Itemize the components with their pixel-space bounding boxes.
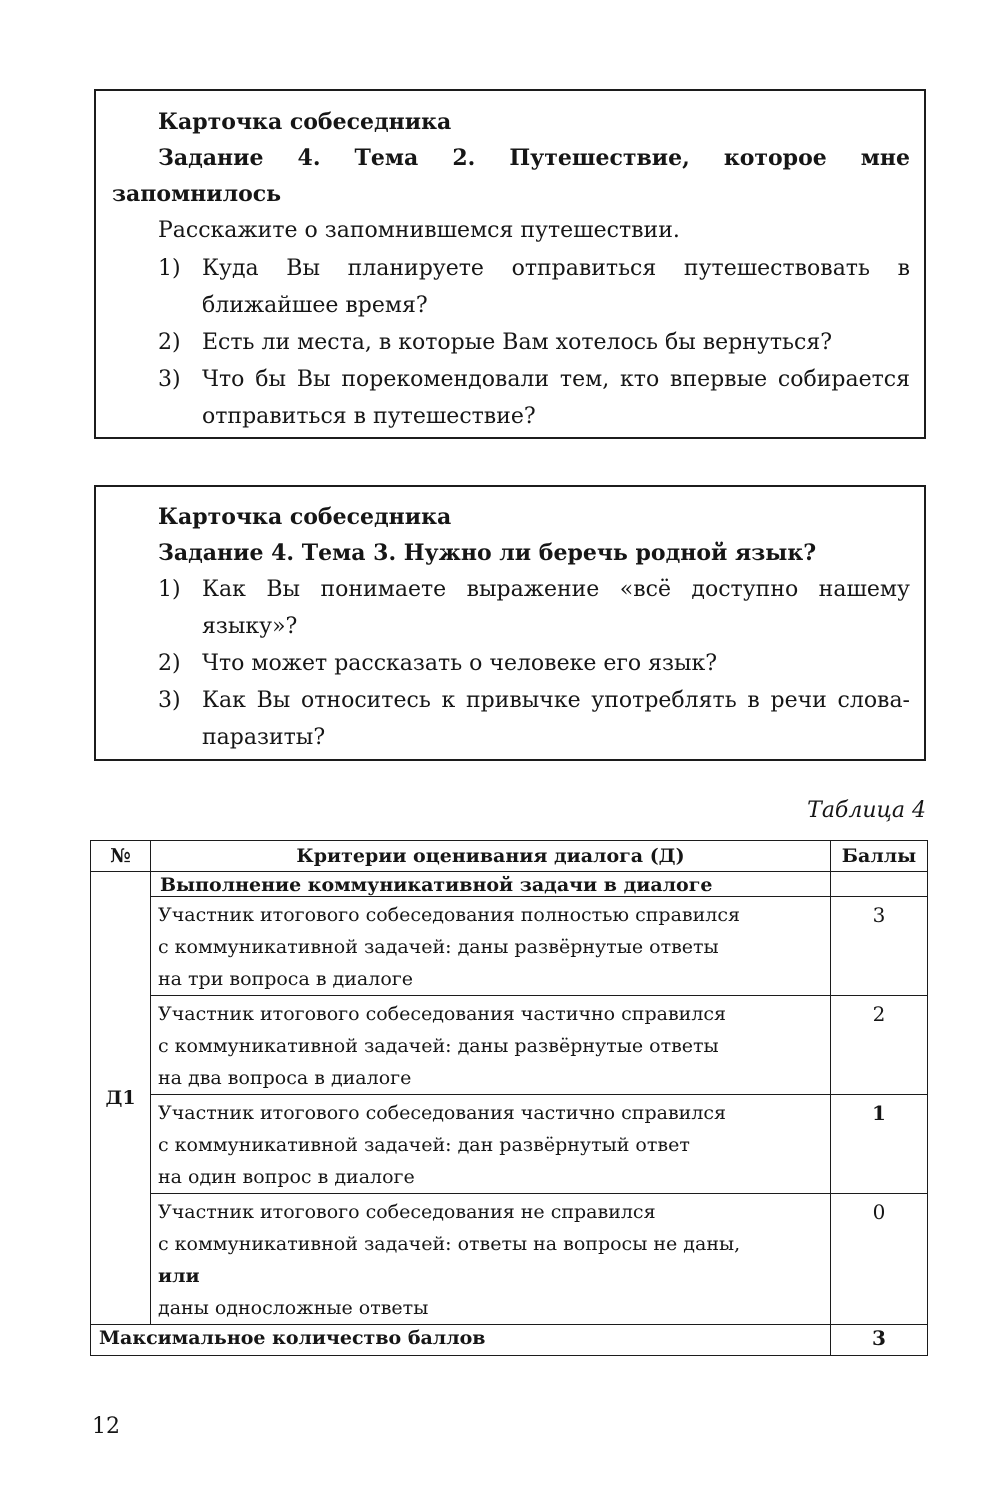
question-item bbox=[158, 571, 910, 645]
criterion-line: на один вопрос в диалоге bbox=[158, 1166, 415, 1188]
criterion-line: с коммуникативной задачей: ответы на вопросы не даны, bbox=[158, 1233, 741, 1255]
criteria-table bbox=[90, 840, 928, 1356]
criterion-line: даны односложные ответы bbox=[158, 1297, 429, 1319]
table-row bbox=[91, 1095, 928, 1194]
table-row bbox=[91, 897, 928, 996]
total-row bbox=[91, 1325, 928, 1356]
page-number: 12 bbox=[92, 1414, 120, 1439]
criterion-description bbox=[151, 897, 831, 996]
question-text: Что бы Вы порекомендовали тем, кто впервые собирается отправиться в путешествие? bbox=[202, 367, 910, 429]
criterion-line: Участник итогового собеседования частично справился bbox=[158, 1102, 727, 1124]
question-text: Что может рассказать о человеке его язык? bbox=[202, 651, 718, 676]
criterion-line: с коммуникативной задачей: даны развёрнутые ответы bbox=[158, 1035, 719, 1057]
criterion-score: 3 bbox=[831, 897, 928, 996]
question-number: 3) bbox=[158, 688, 181, 713]
section-id bbox=[91, 872, 151, 1325]
criterion-line: Участник итогового собеседования частично справился bbox=[158, 1003, 727, 1025]
header-score: Баллы bbox=[831, 841, 928, 872]
criterion-score: 0 bbox=[831, 1194, 928, 1325]
table-row bbox=[91, 1194, 928, 1325]
criterion-line: Участник итогового собеседования полностью справился bbox=[158, 904, 740, 926]
question-text: Как Вы относитесь к привычке употреблять в речи слова-паразиты? bbox=[202, 688, 910, 750]
question-number: 2) bbox=[158, 651, 181, 676]
total-label: Максимальное количество баллов bbox=[91, 1325, 831, 1356]
question-item bbox=[158, 682, 910, 756]
question-text: Есть ли места, в которые Вам хотелось бы вернуться? bbox=[202, 330, 833, 355]
card-title: Карточка собеседника bbox=[158, 504, 452, 530]
interlocutor-card-theme-3 bbox=[94, 485, 926, 761]
criterion-score: 2 bbox=[831, 996, 928, 1095]
question-number: 3) bbox=[158, 367, 181, 392]
criterion-line: Участник итогового собеседования не справился bbox=[158, 1201, 656, 1223]
table-row bbox=[91, 996, 928, 1095]
criterion-description bbox=[151, 1194, 831, 1325]
question-item bbox=[158, 250, 910, 324]
criterion-line: на три вопроса в диалоге bbox=[158, 968, 413, 990]
question-item bbox=[158, 324, 910, 361]
question-number: 2) bbox=[158, 330, 181, 355]
criterion-description bbox=[151, 996, 831, 1095]
section-score-empty bbox=[831, 872, 928, 897]
question-number: 1) bbox=[158, 577, 181, 602]
card-task: Задание 4. Тема 2. Путешествие, которое мне запомнилось bbox=[112, 145, 910, 207]
interlocutor-card-theme-2 bbox=[94, 89, 926, 439]
header-criteria: Критерии оценивания диалога (Д) bbox=[151, 841, 831, 872]
table-caption: Таблица 4 bbox=[807, 798, 926, 823]
criterion-line: на два вопроса в диалоге bbox=[158, 1067, 412, 1089]
criterion-or: или bbox=[158, 1265, 200, 1287]
card-title: Карточка собеседника bbox=[158, 109, 452, 135]
card-task: Задание 4. Тема 3. Нужно ли беречь родной язык? bbox=[158, 540, 817, 566]
total-score: 3 bbox=[831, 1325, 928, 1356]
table-header-row bbox=[91, 841, 928, 872]
card-intro: Расскажите о запомнившемся путешествии. bbox=[158, 218, 680, 243]
criterion-score: 1 bbox=[831, 1095, 928, 1194]
section-title: Выполнение коммуникативной задачи в диалоге bbox=[151, 872, 831, 897]
criterion-description bbox=[151, 1095, 831, 1194]
section-row bbox=[91, 872, 928, 897]
criterion-line: с коммуникативной задачей: даны развёрнутые ответы bbox=[158, 936, 719, 958]
question-item bbox=[158, 645, 910, 682]
header-number: № bbox=[91, 841, 151, 872]
question-text: Как Вы понимаете выражение «всё доступно нашему языку»? bbox=[202, 577, 910, 639]
section-id-text: Д1 bbox=[105, 1087, 136, 1109]
question-item bbox=[158, 361, 910, 435]
question-text: Куда Вы планируете отправиться путешествовать в ближайшее время? bbox=[202, 256, 910, 318]
question-number: 1) bbox=[158, 256, 181, 281]
criterion-line: с коммуникативной задачей: дан развёрнутый ответ bbox=[158, 1134, 690, 1156]
